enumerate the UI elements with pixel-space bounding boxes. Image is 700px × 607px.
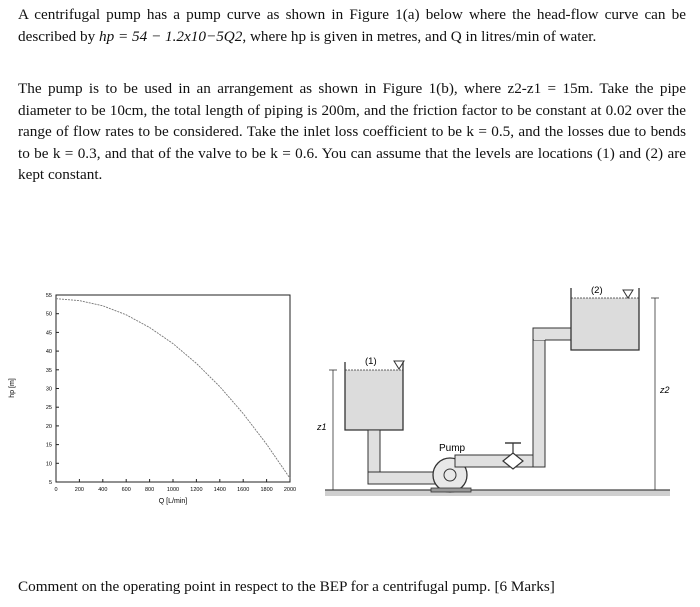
intro-text-b: , where hp is given in metres, and Q in litres/min of water. [242, 27, 597, 45]
x-tick-label: 1400 [213, 487, 226, 493]
x-tick-label: 1200 [190, 487, 203, 493]
label-z1: z1 [317, 422, 327, 432]
y-tick-label: 20 [45, 423, 52, 430]
y-tick-label: 15 [45, 442, 52, 449]
pump-arrangement-diagram [305, 278, 685, 518]
intro-text-a: A centrifugal pump has a pump curve as shown in Figure 1(a) below where the head-flow curve can be described by [18, 6, 686, 45]
x-tick-label: 2000 [283, 487, 297, 493]
x-tick-label: 200 [74, 487, 84, 493]
suction-pipe-fill [369, 473, 380, 483]
discharge-pipe-horizontal [455, 455, 545, 467]
label-1: (1) [365, 356, 377, 367]
label-z2: z2 [660, 385, 670, 395]
arrangement-svg [305, 278, 685, 518]
y-tick-label: 10 [45, 461, 52, 468]
y-tick-label: 30 [45, 386, 52, 393]
y-tick-label: 45 [45, 330, 52, 337]
x-axis-label: Q [L/min] [158, 498, 188, 505]
lower-tank-water [345, 370, 403, 430]
pump-curve-chart [0, 280, 310, 510]
upper-tank-water [571, 298, 639, 350]
y-axis-label: hp [m] [9, 378, 16, 398]
x-tick-label: 1600 [237, 487, 250, 493]
ground [325, 490, 670, 496]
discharge-pipe-elbow-fill [534, 329, 545, 340]
label-pump: Pump [439, 443, 466, 454]
discharge-pipe-joint-fill [534, 456, 544, 466]
problem-intro [18, 4, 686, 47]
y-tick-label: 5 [48, 480, 52, 486]
problem-arrangement: The pump is to be used in an arrangement as shown in Figure 1(b), where z2-z1 = 15m. Take the pipe diameter to be 10cm, the total length of piping is 200m, and the friction factor to be constant at 0.02 over the range of flow rates to be considered. Take the inlet loss coefficient to be k = 0.5, and the losses due to bends to be k = 0.3, and that of the valve to be k = 0.6. You can assume that the levels are locations (1) and (2) are kept constant. [18, 80, 686, 183]
y-tick-label: 55 [45, 293, 52, 299]
head-flow-curve [56, 299, 290, 479]
plot-frame [56, 295, 290, 482]
x-tick-label: 600 [121, 487, 131, 493]
x-tick-label: 800 [145, 487, 155, 493]
free-surface-marker-2 [623, 290, 633, 298]
x-tick-label: 400 [98, 487, 108, 493]
discharge-pipe-vertical [533, 335, 545, 467]
question-prompt: Comment on the operating point in respect to the BEP for a centrifugal pump. [6 Marks] [18, 578, 555, 595]
head-flow-formula: hp = 54 − 1.2x10−5Q2 [98, 27, 243, 45]
y-tick-label: 25 [45, 405, 52, 412]
y-tick-label: 40 [45, 349, 52, 356]
label-2: (2) [591, 285, 603, 296]
pump-curve-figure [0, 280, 310, 510]
y-tick-label: 35 [45, 367, 52, 374]
x-tick-label: 1000 [166, 487, 180, 493]
y-tick-label: 50 [45, 311, 52, 318]
pump-base [431, 488, 471, 492]
x-tick-label: 1800 [260, 487, 273, 493]
x-tick-label: 0 [54, 487, 58, 493]
